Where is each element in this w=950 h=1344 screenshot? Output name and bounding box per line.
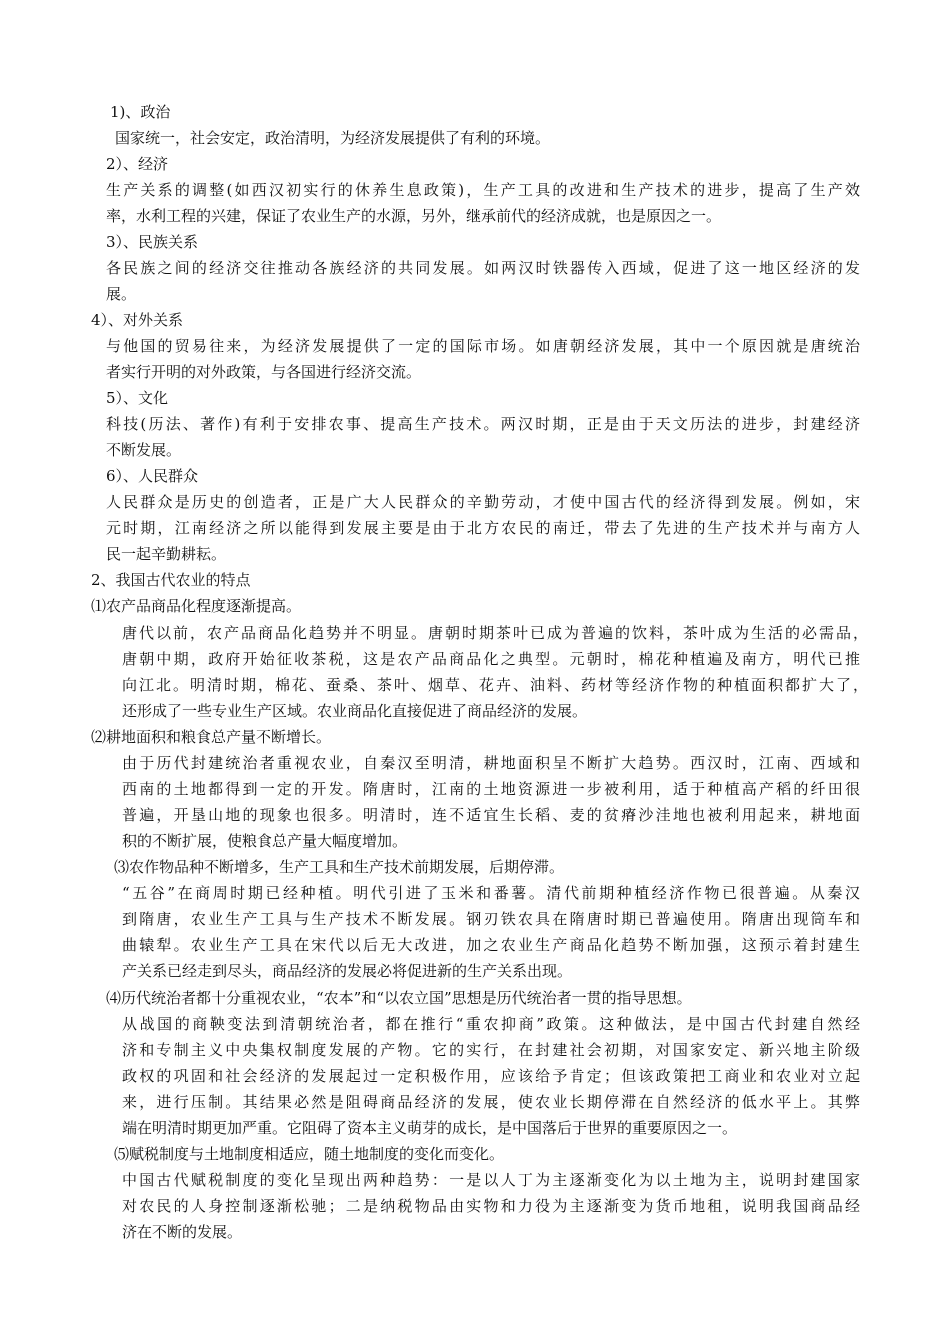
paragraph-line: 从战国的商鞅变法到清朝统治者，都在推行“重农抑商”政策。这种做法，是中国古代封建自然经: [122, 1015, 860, 1033]
paragraph-line: 元时期，江南经济之所以能得到发展主要是由于北方农民的南迁，带去了先进的生产技术并与南方人: [106, 519, 860, 537]
paragraph-line: 民一起辛勤耕耘。: [106, 545, 227, 563]
paragraph-line: 不断发展。: [106, 441, 182, 459]
subheading-commercialization: ⑴农产品商品化程度逐渐提高。: [91, 597, 302, 615]
paragraph-line: 者实行开明的对外政策，与各国进行经济交流。: [106, 363, 422, 381]
paragraph-line: 向江北。明清时期，棉花、蚕桑、茶叶、烟草、花卉、油料、药材等经济作物的种植面积都扩大了，: [122, 676, 868, 694]
paragraph-line: 济和专制主义中央集权制度发展的产物。它的实行，在封建社会初期，对国家安定、新兴地主阶级: [122, 1041, 860, 1059]
paragraph-line: 来，进行压制。其结果必然是阻碍商品经济的发展，使农业长期停滞在自然经济的低水平上。其弊: [122, 1093, 860, 1111]
paragraph-line: 产关系已经走到尽头，商品经济的发展必将促进新的生产关系出现。: [122, 962, 573, 980]
paragraph-line: 唐代以前，农产品商品化趋势并不明显。唐朝时期茶叶已成为普遍的饮料，茶叶成为生活的必需品，: [122, 624, 868, 642]
heading-ethnic-relations: 3）、民族关系: [106, 233, 199, 251]
heading-politics: 1)、政治: [110, 103, 171, 121]
heading-culture: 5）、文化: [106, 389, 169, 407]
paragraph-line: 中国古代赋税制度的变化呈现出两种趋势：一是以人丁为主逐渐变化为以土地为主，说明封建国家: [122, 1171, 860, 1189]
paragraph-line: 唐朝中期，政府开始征收茶税，这是农产品商品化之典型。元朝时，棉花种植遍及南方，明代已推: [122, 650, 860, 668]
heading-people: 6）、人民群众: [106, 467, 199, 485]
paragraph-line: 与他国的贸易往来，为经济发展提供了一定的国际市场。如唐朝经济发展，其中一个原因就是唐统治: [106, 337, 860, 355]
heading-foreign-relations: 4）、对外关系: [91, 311, 184, 329]
paragraph-line: 到隋唐，农业生产工具与生产技术不断发展。钢刃铁农具在隋唐时期已普遍使用。隋唐出现筒车和: [122, 910, 860, 928]
paragraph-line: 对农民的人身控制逐渐松驰；二是纳税物品由实物和力役为主逐渐变为货币地租，说明我国商品经: [122, 1197, 860, 1215]
subheading-farmland: ⑵耕地面积和粮食总产量不断增长。: [91, 728, 332, 746]
paragraph-line: “五谷”在商周时期已经种植。明代引进了玉米和番薯。清代前期种植经济作物已很普遍。从秦汉: [122, 884, 860, 902]
paragraph-line: 端在明清时期更加严重。它阻碍了资本主义萌芽的成长，是中国落后于世界的重要原因之一。: [122, 1119, 738, 1137]
paragraph-line: 率，水利工程的兴建，保证了农业生产的水源，另外，继承前代的经济成就，也是原因之一。: [106, 207, 722, 225]
paragraph-line: 生产关系的调整(如西汉初实行的休养生息政策)，生产工具的改进和生产技术的进步，提高了生产效: [106, 181, 860, 199]
paragraph-line: 科技(历法、著作)有利于安排农事、提高生产技术。两汉时期，正是由于天文历法的进步，封建经济: [106, 415, 860, 433]
paragraph-line: 政权的巩固和社会经济的发展起过一定积极作用，应该给予肯定；但该政策把工商业和农业对立起: [122, 1067, 860, 1085]
heading-economy: 2）、经济: [106, 155, 169, 173]
paragraph-line: 曲辕犁。农业生产工具在宋代以后无大改进，加之农业生产商品化趋势不断加强，这预示着封建生: [122, 936, 860, 954]
paragraph-line: 由于历代封建统治者重视农业，自秦汉至明清，耕地面积呈不断扩大趋势。西汉时，江南、西域和: [122, 754, 860, 772]
paragraph-line: 展。: [106, 285, 137, 303]
section-title-agriculture: 2、我国古代农业的特点: [91, 571, 251, 589]
paragraph-line: 积的不断扩展，使粮食总产量大幅度增加。: [122, 832, 408, 850]
subheading-tax-system: ⑸赋税制度与土地制度相适应，随土地制度的变化而变化。: [114, 1145, 505, 1163]
paragraph-line: 西南的土地都得到一定的开发。隋唐时，江南的土地资源进一步被利用，适于种植高产稻的纤田很: [122, 780, 860, 798]
paragraph-line: 济在不断的发展。: [122, 1223, 243, 1241]
subheading-agriculture-policy: ⑷历代统治者都十分重视农业，“农本”和“以农立国”思想是历代统治者一贯的指导思想。: [106, 989, 692, 1007]
subheading-crops-tools: ⑶农作物品种不断增多，生产工具和生产技术前期发展，后期停滞。: [114, 858, 565, 876]
paragraph-line: 各民族之间的经济交往推动各族经济的共同发展。如两汉时铁器传入西域，促进了这一地区经济的发: [106, 259, 860, 277]
paragraph-line: 国家统一，社会安定，政治清明，为经济发展提供了有利的环境。: [115, 129, 551, 147]
paragraph-line: 还形成了一些专业生产区域。农业商品化直接促进了商品经济的发展。: [122, 702, 588, 720]
paragraph-line: 普遍，开垦山地的现象也很多。明清时，连不适宜生长稻、麦的贫瘠沙洼地也被利用起来，耕地面: [122, 806, 860, 824]
paragraph-line: 人民群众是历史的创造者，正是广大人民群众的辛勤劳动，才使中国古代的经济得到发展。例如，宋: [106, 493, 860, 511]
